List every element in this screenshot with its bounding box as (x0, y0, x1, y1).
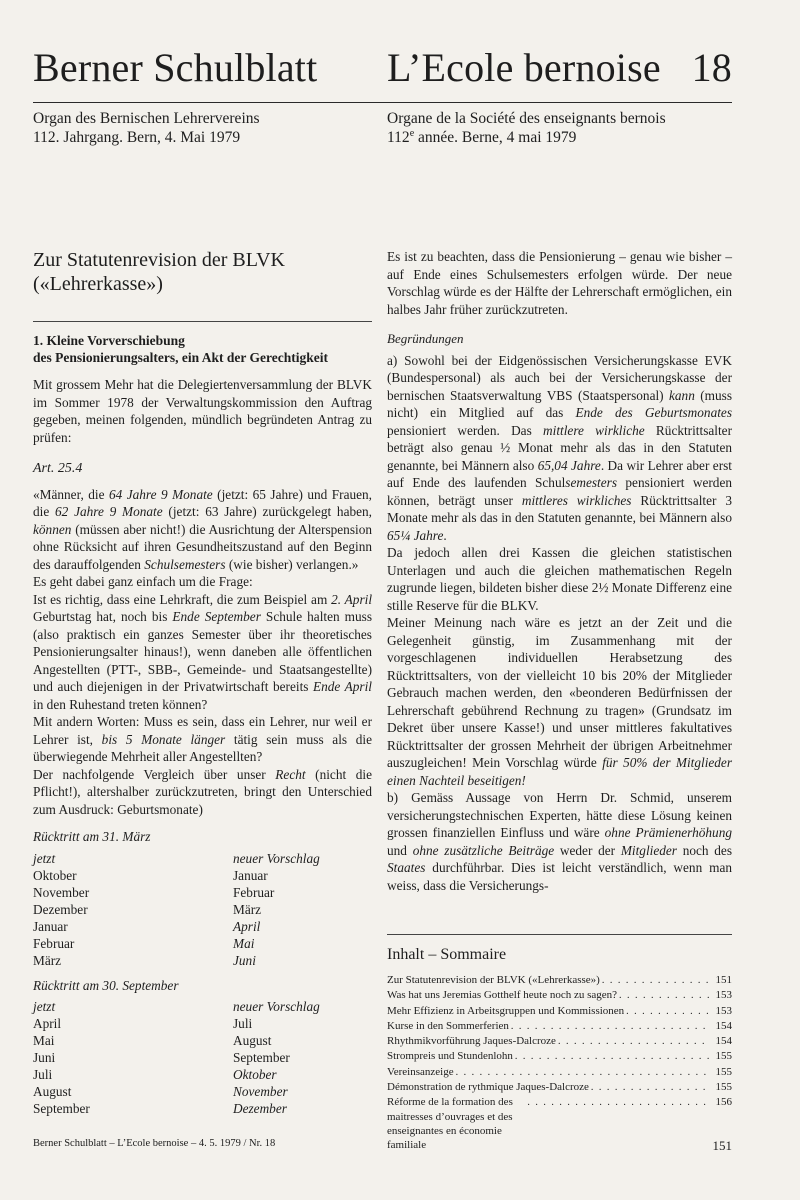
toc-item-page: 154 (715, 1035, 732, 1048)
table-cell-current: April (33, 1016, 62, 1031)
table2-head-left: jetzt (33, 999, 56, 1014)
toc-item-page: 154 (715, 1019, 732, 1032)
footer-page-number: 151 (712, 1138, 732, 1153)
da-jedoch-paragraph: Da jedoch allen drei Kassen die gleichen statistischen Unterlagen und auch die gleichen mathematischen Regeln zugrunde liegen, bildeten bisher diese 2½ Monate Differenz eine stille Reserve für die BLKV. (387, 545, 732, 613)
table-cell-proposed: Dezember (233, 1101, 287, 1116)
table1-title: Rücktritt am 31. März (33, 829, 151, 844)
toc-leader-dots (624, 1005, 710, 1019)
year-number: 112 (387, 129, 410, 146)
toc-item-page: 153 (715, 1004, 732, 1017)
question-paragraph: Es geht dabei ganz einfach um die Frage: (33, 574, 253, 589)
masthead-dateline-german: 112. Jahrgang. Bern, 4. Mai 1979 (33, 129, 241, 146)
toc-leader-dots (525, 1096, 710, 1110)
section-heading-line1: 1. Kleine Vorverschiebung (33, 333, 185, 348)
table-cell-current: Februar (33, 935, 75, 951)
table-cell-current: Oktober (33, 867, 77, 883)
toc-leader-dots (589, 1081, 710, 1095)
table-cell-current: Januar (33, 918, 68, 934)
toc-item (387, 1019, 732, 1034)
toc-leader-dots (513, 1050, 710, 1064)
toc-list (387, 973, 732, 1153)
masthead-left (33, 40, 393, 147)
issue-number: 18 (691, 45, 732, 90)
toc-item-title: Réforme de la formation des maitresses d’ouvrages et des enseignantes en économie familiale (387, 1096, 513, 1152)
table-cell-current: Juni (33, 1050, 56, 1065)
toc-item (387, 1080, 732, 1095)
table-cell-proposed: Oktober (233, 1067, 277, 1082)
table-of-contents (387, 934, 732, 1153)
footer-publication: Berner Schulblatt – L’Ecole bernoise – 4. 5. 1979 / Nr. 18 (33, 1138, 276, 1149)
toc-item-page: 156 (715, 1096, 732, 1109)
article-25-heading: Art. 25.4 (33, 461, 83, 476)
paragraph-b: b) Gemäss Aussage von Herrn Dr. Schmid, unserem versicherungstechnischen Experten, hätte diese Lösung keinen grossen finanziellen Einfluss und wäre ohne Prämienerhöhung und ohne zusätzliche Beiträge weder der Mitglieder noch des Staates durchführbar. Dies ist leicht verständlich, wenn man weiss, dass die Versicherungs- (387, 790, 733, 893)
toc-item-page: 155 (715, 1081, 732, 1094)
toc-leader-dots (454, 1066, 710, 1080)
toc-leader-dots (617, 989, 710, 1003)
article-title-line1: Zur Statutenrevision der BLVK (33, 249, 286, 271)
toc-item-title: Was hat uns Jeremias Gotthelf heute noch zu sagen? (387, 989, 618, 1002)
title-divider (33, 321, 372, 322)
paragraph-a: a) Sowohl bei der Eidgenössischen Versicherungskasse EVK (Bundespersonal) als auch bei der Versicherungskasse der bernischen Staatsverwaltung VBS (Staatspersonal) kann (muss nicht) ein Mitglied auf das Ende des Geburtsmonates pensioniert werden. Das mittlere wirkliche Rücktrittsalter beträgt also genau ½ Monat mehr als das in den Statuten genannte, bei Männern also 65,04 Jahre. Da wir Lehrer aber erst auf Ende des laufenden Schulsemesters pensioniert werden können, beträgt unser mittleres wirkliches Rücktrittsalter 3 Monate mehr als das in den Statuten genannte, bei Männern also 65¼ Jahre. (387, 352, 733, 543)
masthead-org-german: Organ des Bernischen Lehrervereins (33, 110, 260, 127)
masthead-right (387, 40, 732, 147)
article-column-left (33, 248, 372, 1117)
masthead-rule (33, 102, 393, 103)
toc-divider (387, 934, 732, 935)
masthead-title-german: Berner Schulblatt (33, 45, 318, 90)
toc-item-title: Mehr Effizienz in Arbeitsgruppen und Kommissionen (387, 1004, 625, 1017)
table-cell-proposed: Mai (233, 935, 255, 951)
toc-item-title: Kurse in den Sommerferien (387, 1019, 509, 1032)
mit-andern-paragraph: Mit andern Worten: Muss es sein, dass ein Lehrer, nur weil er Lehrer ist, bis 5 Monate länger tätig sein muss als die überwiegende Mehrheit aller Angestellten? (33, 714, 372, 764)
toc-item (387, 1049, 732, 1064)
table-cell-current: Juli (33, 1067, 53, 1082)
table-cell-current: September (33, 1101, 90, 1116)
table-cell-current: März (33, 952, 62, 968)
toc-leader-dots (556, 1035, 710, 1049)
page-footer (33, 1138, 732, 1154)
masthead-rule (387, 102, 732, 103)
comparison-table-september (33, 998, 372, 1117)
table-cell-proposed: August (233, 1033, 272, 1048)
toc-item-page: 153 (715, 989, 732, 1002)
right-intro-paragraph: Es ist zu beachten, dass die Pensionierung – genau wie bisher – auf Ende eines Schulsemesters erfolgen würde. Der neue Vorschlag würde es der Hälfte der Lehrerschaft ermöglichen, ein halbes Jahr früher zurückzutreten. (387, 249, 732, 317)
toc-leader-dots (509, 1020, 710, 1034)
toc-item-title: Zur Statutenrevision der BLVK («Lehrerkasse») (387, 974, 600, 986)
dateline-rest: année. Berne, 4 mai 1979 (414, 129, 577, 146)
toc-item-title: Rhythmikvorführung Jaques-Dalcroze (387, 1035, 556, 1048)
toc-heading: Inhalt – Sommaire (387, 946, 507, 963)
table-cell-proposed: März (233, 901, 262, 917)
article-25-text: «Männer, die 64 Jahre 9 Monate (jetzt: 65 Jahre) und Frauen, die 62 Jahre 9 Monate (jetzt: 63 Jahre) zurückgelegt haben, können (müssen aber nicht!) die Ausrichtung der Alterspension ohne Rücksicht auf ihren Gesundheitszustand auf den Beginn des darauffolgenden Schulsemesters (wie bisher) verlangen.» (33, 486, 372, 572)
table-cell-proposed: September (233, 1050, 290, 1065)
table-cell-current: Mai (33, 1033, 55, 1048)
intro-paragraph: Mit grossem Mehr hat die Delegiertenversammlung der BLVK im Sommer 1978 der Verwaltungskommission den Auftrag gegeben, meinen folgenden, mündlich begründeten Antrag zu prüfen: (33, 377, 372, 445)
toc-item-title: Strompreis und Stundenlohn (387, 1050, 513, 1063)
toc-item (387, 973, 732, 988)
toc-item (387, 1065, 732, 1080)
table-cell-proposed: Juli (233, 1016, 253, 1031)
table-cell-proposed: Juni (233, 952, 256, 968)
toc-leader-dots (600, 974, 710, 988)
begruendungen-heading: Begründungen (387, 331, 464, 346)
table2-title: Rücktritt am 30. September (33, 977, 179, 993)
meiner-meinung-paragraph: Meiner Meinung nach wäre es jetzt an der Zeit und die Gelegenheit günstig, im Zusammenhang mit der vorgeschlagenen individuellen Herabsetzung des Rücktrittsalters, von der vielleicht 10 bis 20% der Mitglieder Gebrauch machen werden, den «beonderen Bedürfnissen der Lehrerschaft gebührend Rechnung zu tragen» (Grundsatz im Dekret über unsere Kasse!) und unser mittleres fakultatives Rücktrittsalter der grossen Mehrheit der übrigen Arbeitnehmer auszugleichen! Mein Vorschlag würde für 50% der Mitglieder einen Nachteil beseitigen! (387, 615, 733, 788)
toc-item-page: 151 (715, 974, 732, 986)
toc-item-title: Vereinsanzeige (387, 1065, 454, 1078)
toc-item (387, 988, 732, 1003)
masthead-title-french-row (387, 40, 732, 96)
table2-head-right: neuer Vorschlag (233, 999, 320, 1014)
article-title-line2: («Lehrerkasse») (33, 273, 163, 295)
toc-item (387, 1004, 732, 1019)
toc-item (387, 1034, 732, 1049)
toc-item-page: 155 (715, 1065, 732, 1078)
masthead-org-french: Organe de la Société des enseignants bernois (387, 110, 666, 127)
masthead-dateline-french (387, 128, 732, 147)
table-cell-proposed: Februar (233, 884, 275, 900)
table-cell-current: Dezember (33, 901, 88, 917)
table-cell-proposed: Januar (233, 867, 268, 883)
ist-es-paragraph: Ist es richtig, dass eine Lehrkraft, die zum Beispiel am 2. April Geburtstag hat, noch bis Ende September Schule halten muss (also praktisch ein ganzes Semester über ihr theoretisches Pensionierungsalter hinaus!), wenn daneben alle öffentlichen Angestellten (PTT-, SBB-, Gemeinde- und Staatsangestellte) und auch diejenigen in der Privatwirtschaft bereits Ende April in den Ruhestand treten können? (33, 591, 373, 712)
toc-item-title: Démonstration de rythmique Jaques-Dalcroze (387, 1081, 589, 1094)
masthead-title-french: L’Ecole bernoise (387, 45, 661, 90)
table1-head-left: jetzt (33, 850, 56, 866)
comparison-table-march (33, 850, 372, 969)
article-column-right (387, 248, 732, 894)
toc-item-page: 155 (715, 1050, 732, 1063)
table1-head-right: neuer Vorschlag (233, 850, 320, 866)
year-superscript: e (409, 127, 415, 139)
table-cell-current: August (33, 1084, 72, 1099)
section-heading-line2: des Pensionierungsalters, ein Akt der Gerechtigkeit (33, 350, 328, 365)
nachfolgend-paragraph: Der nachfolgende Vergleich über unser Recht (nicht die Pflicht!), altershalber zurückzutreten, bringt den Unterschied zum Ausdruck: Geburtsmonate) (33, 766, 372, 817)
table-cell-current: November (33, 884, 90, 900)
table-cell-proposed: April (233, 918, 261, 934)
table-cell-proposed: November (233, 1084, 288, 1099)
